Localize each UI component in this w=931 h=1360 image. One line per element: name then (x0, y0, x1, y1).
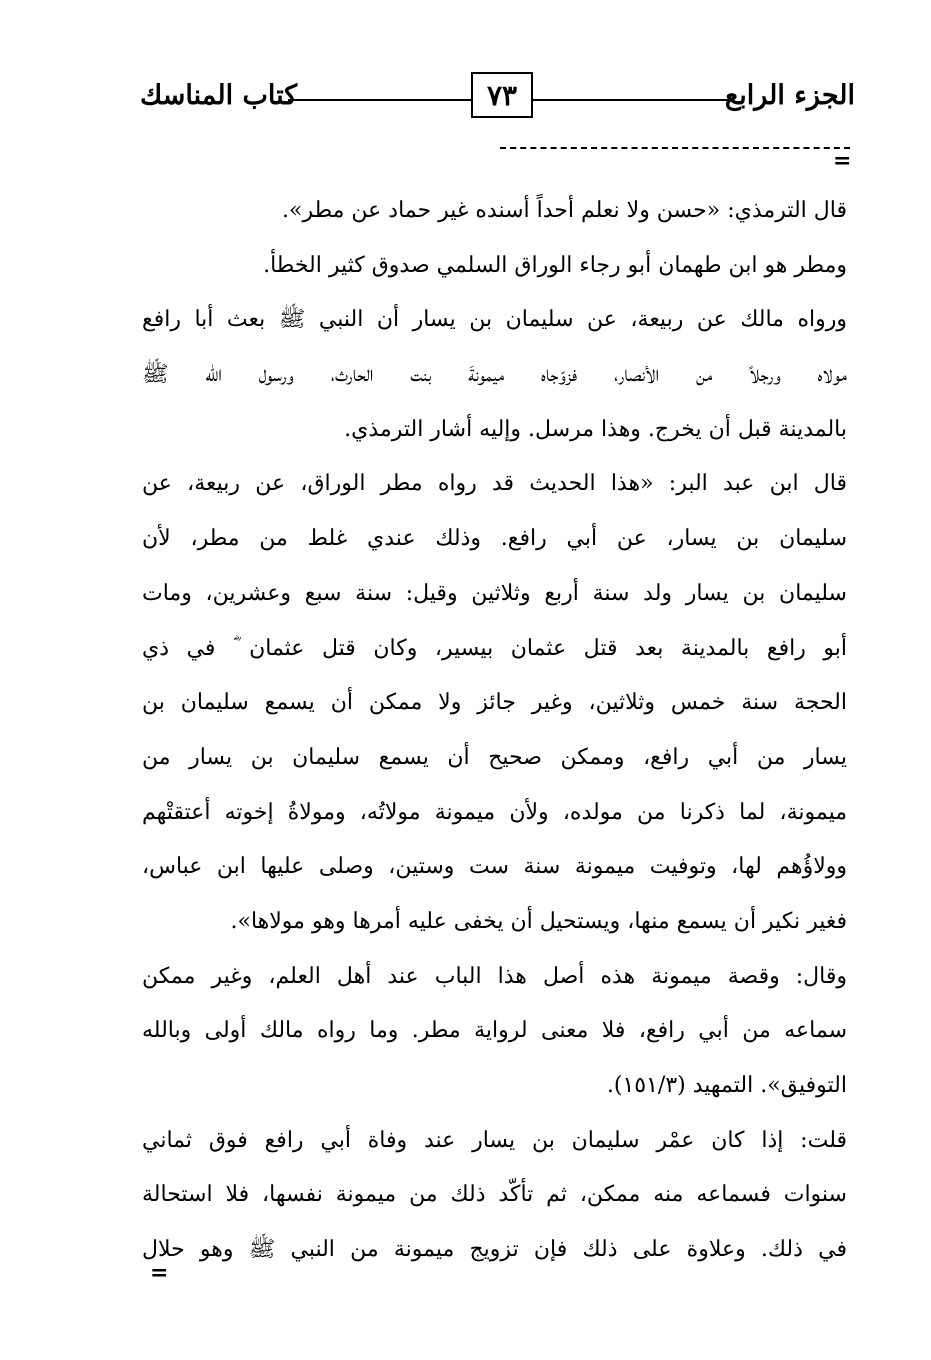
header-dashed-rule (500, 147, 850, 149)
text-line: قلت: إذا كان عمْر سليمان بن يسار عند وفاة أبي رافع فوق ثماني (142, 1127, 847, 1153)
text-line: وقال: وقصة ميمونة هذه أصل هذا الباب عند أهل العلم، وغير ممكن (142, 963, 847, 989)
text-line: مولاه ورجلاً من الأنصار، فزوّجاه ميمونةَ بنت الحارث، ورسول الله ﷺ (142, 362, 847, 388)
text-line: ورواه مالك عن ربيعة، عن سليمان بن يسار أن النبي ﷺ بعث أبا رافع (142, 307, 847, 333)
continuation-mark-bottom: = (150, 1260, 169, 1286)
text-line: الحجة سنة خمس وثلاثين، وغير جائز ولا ممكن أن يسمع سليمان بن (142, 690, 847, 716)
text-line: في ذلك. وعلاوة على ذلك فإن تزويج ميمونة من النبي ﷺ وهو حلال (142, 1237, 847, 1263)
text-line: يسار من أبي رافع، وممكن صحيح أن يسمع سليمان بن يسار من (142, 744, 847, 770)
body-text (142, 184, 847, 1278)
text-line: سليمان بن يسار ولد سنة أربع وثلاثين وقيل: سنة سبع وعشرين، ومات (142, 580, 847, 606)
text-line: قال ابن عبد البر: «هذا الحديث قد رواه مطر الوراق، عن ربيعة، عن (142, 471, 847, 497)
text-line: وولاؤُهم لها، وتوفيت ميمونة سنة ست وستين، وصلى عليها ابن عباس، (142, 854, 847, 880)
book-title: كتاب المناسك (140, 80, 298, 111)
text-line: سنوات فسماعه منه ممكن، ثم تأكّد ذلك من ميمونة نفسها، فلا استحالة (142, 1182, 847, 1208)
header-rule-left (288, 99, 473, 101)
text-line: بالمدينة قبل أن يخرج. وهذا مرسل. وإليه أشار الترمذي. (344, 416, 847, 442)
page-number: ٧٣ (471, 72, 533, 118)
text-line: ومطر هو ابن طهمان أبو رجاء الوراق السلمي صدوق كثير الخطأ. (263, 252, 847, 278)
header-rule-right (533, 99, 728, 101)
volume-title: الجزء الرابع (724, 80, 855, 111)
text-line: أبو رافع بالمدينة بعد قتل عثمان بيسير، وكان قتل عثمان ؓ في ذي (142, 635, 847, 661)
text-line: سماعه من أبي رافع، فلا معنى لرواية مطر. وما رواه مالك أولى وبالله (142, 1018, 847, 1044)
text-line: فغير نكير أن يسمع منها، ويستحيل أن يخفى عليه أمرها وهو مولاها». (230, 908, 847, 934)
continuation-mark-top: = (833, 148, 852, 174)
text-line: التوفيق». التمهيد (١٥١/٣). (606, 1073, 847, 1098)
text-line: سليمان بن يسار، عن أبي رافع. وذلك عندي غلط من مطر، لأن (142, 526, 847, 552)
page-header (140, 72, 855, 124)
text-line: قال الترمذي: «حسن ولا نعلم أحداً أسنده غير حماد عن مطر». (282, 198, 847, 223)
text-line: ميمونة، لما ذكرنا من مولده، ولأن ميمونة مولاتُه، ومولاةُ إخوته أعتقتْهم (142, 799, 847, 825)
